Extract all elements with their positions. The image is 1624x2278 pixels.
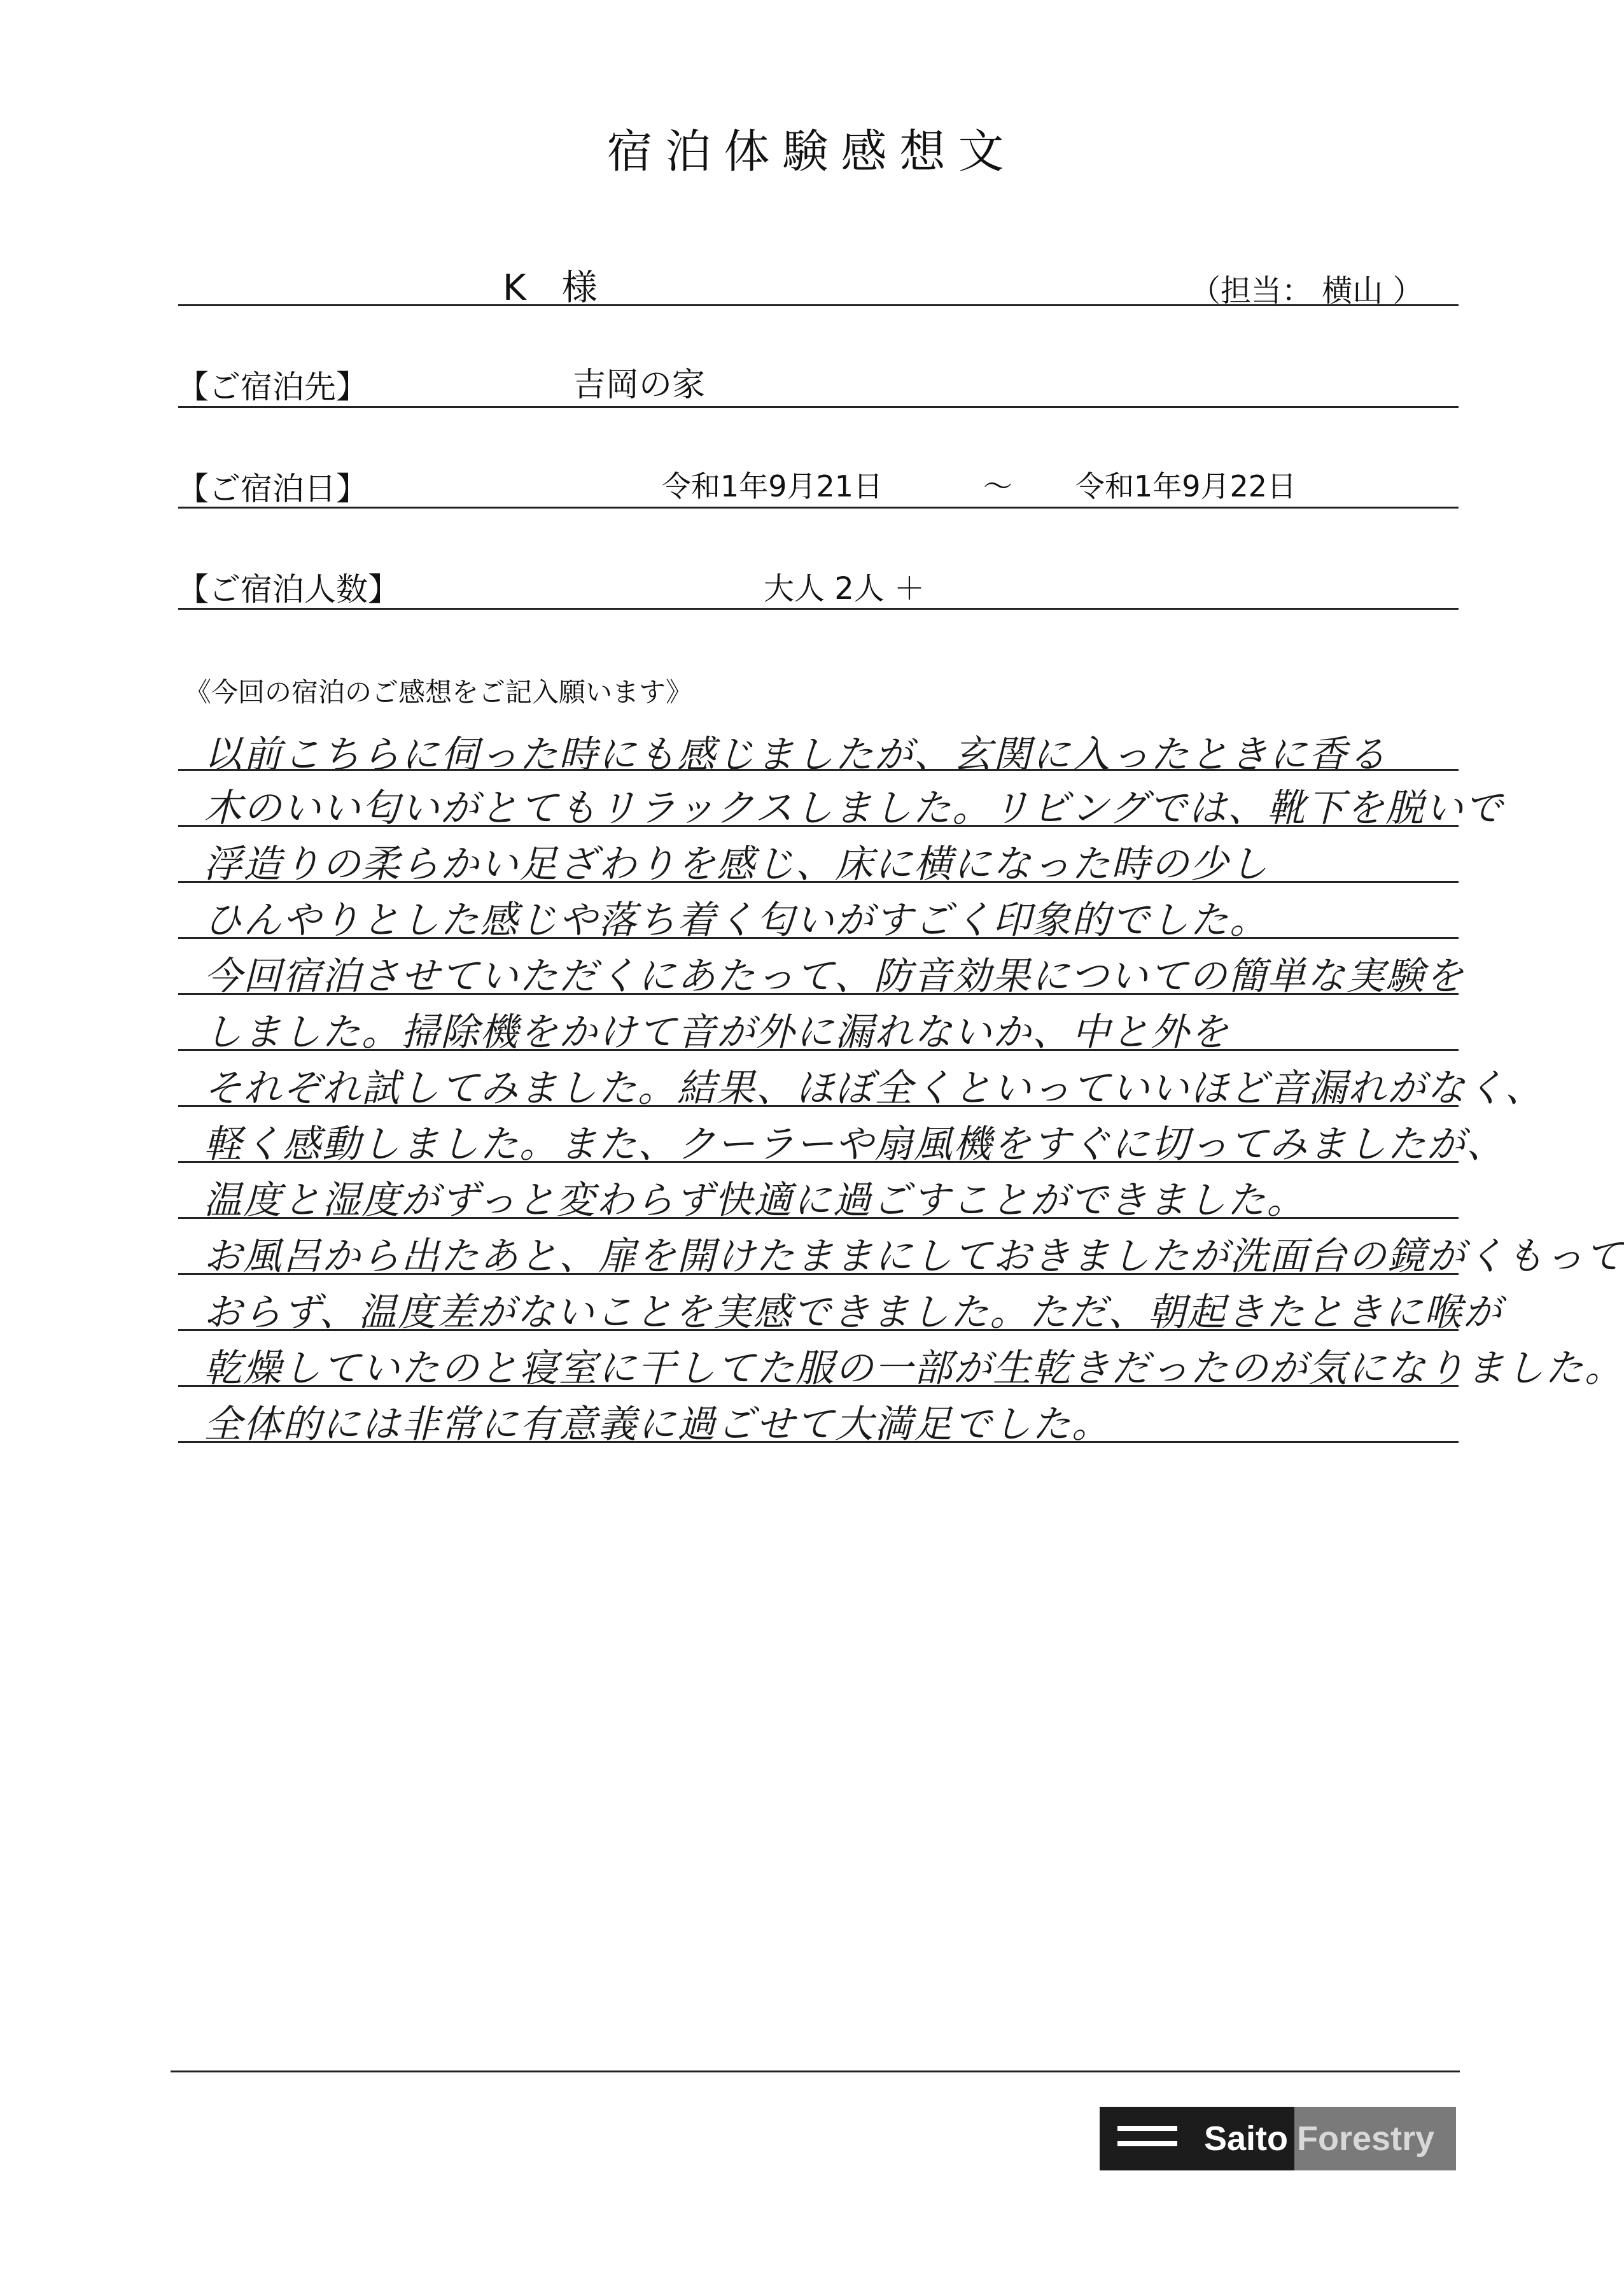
logo-mark-icon xyxy=(1100,2107,1195,2170)
writing-rule xyxy=(178,993,1459,995)
impression-line: 全体的には非常に有意義に過ごせて大満足でした。 xyxy=(204,1402,1111,1447)
writing-rule xyxy=(178,937,1459,939)
logo-text-forestry: Forestry xyxy=(1294,2107,1456,2170)
date-rule xyxy=(178,507,1459,509)
impression-line: 温度と湿度がずっと変わらず快適に過ごすことができました。 xyxy=(204,1178,1306,1223)
logo-text-saito: Saito xyxy=(1195,2107,1294,2170)
date-to: 令和1年9月22日 xyxy=(1075,469,1297,503)
impression-line: ひんやりとした感じや落ち着く匂いがすごく印象的でした。 xyxy=(204,898,1269,943)
writing-rule xyxy=(178,769,1459,771)
company-logo xyxy=(1100,2107,1456,2170)
count-value: 大人 2人 ＋ xyxy=(764,571,925,607)
destination-label: 【ご宿泊先】 xyxy=(177,369,368,405)
count-label: 【ご宿泊人数】 xyxy=(177,571,400,608)
impression-line: お風呂から出たあと、扉を開けたままにしておきましたが洗面台の鏡がくもって xyxy=(204,1234,1624,1279)
destination-value: 吉岡の家 xyxy=(573,366,706,404)
impression-line: 以前こちらに伺った時にも感じましたが、玄関に入ったときに香る xyxy=(204,733,1387,777)
writing-rule xyxy=(178,1273,1459,1275)
destination-rule xyxy=(178,406,1459,408)
impression-line: 浮造りの柔らかい足ざわりを感じ、床に横になった時の少し xyxy=(204,842,1269,887)
staff-name: （担当： 横山 ） xyxy=(1190,273,1424,309)
writing-rule xyxy=(178,1329,1459,1331)
writing-rule xyxy=(178,1161,1459,1163)
date-from: 令和1年9月21日 xyxy=(662,469,883,503)
impression-line: 今回宿泊させていただくにあたって、防音効果についての簡単な実験を xyxy=(204,954,1465,999)
writing-rule xyxy=(178,825,1459,827)
guest-name: K 様 xyxy=(503,267,598,309)
date-label: 【ご宿泊日】 xyxy=(177,470,368,507)
writing-rule xyxy=(178,1385,1459,1387)
date-separator: ～ xyxy=(983,469,1012,503)
impression-line: 木のいい匂いがとてもリラックスしました。リビングでは、靴下を脱いで xyxy=(204,786,1504,831)
impression-line: 乾燥していたのと寝室に干してた服の一部が生乾きだったのが気になりました。 xyxy=(204,1346,1624,1391)
writing-rule xyxy=(178,881,1459,883)
writing-rule xyxy=(178,1217,1459,1219)
guest-rule xyxy=(178,304,1459,306)
impression-line: おらず、温度差がないことを実感できました。ただ、朝起きたときに喉が xyxy=(204,1290,1503,1335)
impression-line: それぞれ試してみました。結果、ほぼ全くといっていいほど音漏れがなく、 xyxy=(204,1066,1544,1111)
document-title: 宿泊体験感想文 xyxy=(606,125,1017,178)
impression-line: しました。掃除機をかけて音が外に漏れないか、中と外を xyxy=(204,1010,1229,1055)
writing-rule xyxy=(178,1049,1459,1051)
impressions-prompt: 《今回の宿泊のご感想をご記入願います》 xyxy=(185,677,693,708)
count-rule xyxy=(178,608,1459,610)
writing-rule xyxy=(178,1105,1459,1107)
impression-line: 軽く感動しました。また、クーラーや扇風機をすぐに切ってみましたが、 xyxy=(204,1122,1506,1167)
footer-rule xyxy=(171,2071,1460,2072)
writing-rule xyxy=(178,1441,1459,1443)
